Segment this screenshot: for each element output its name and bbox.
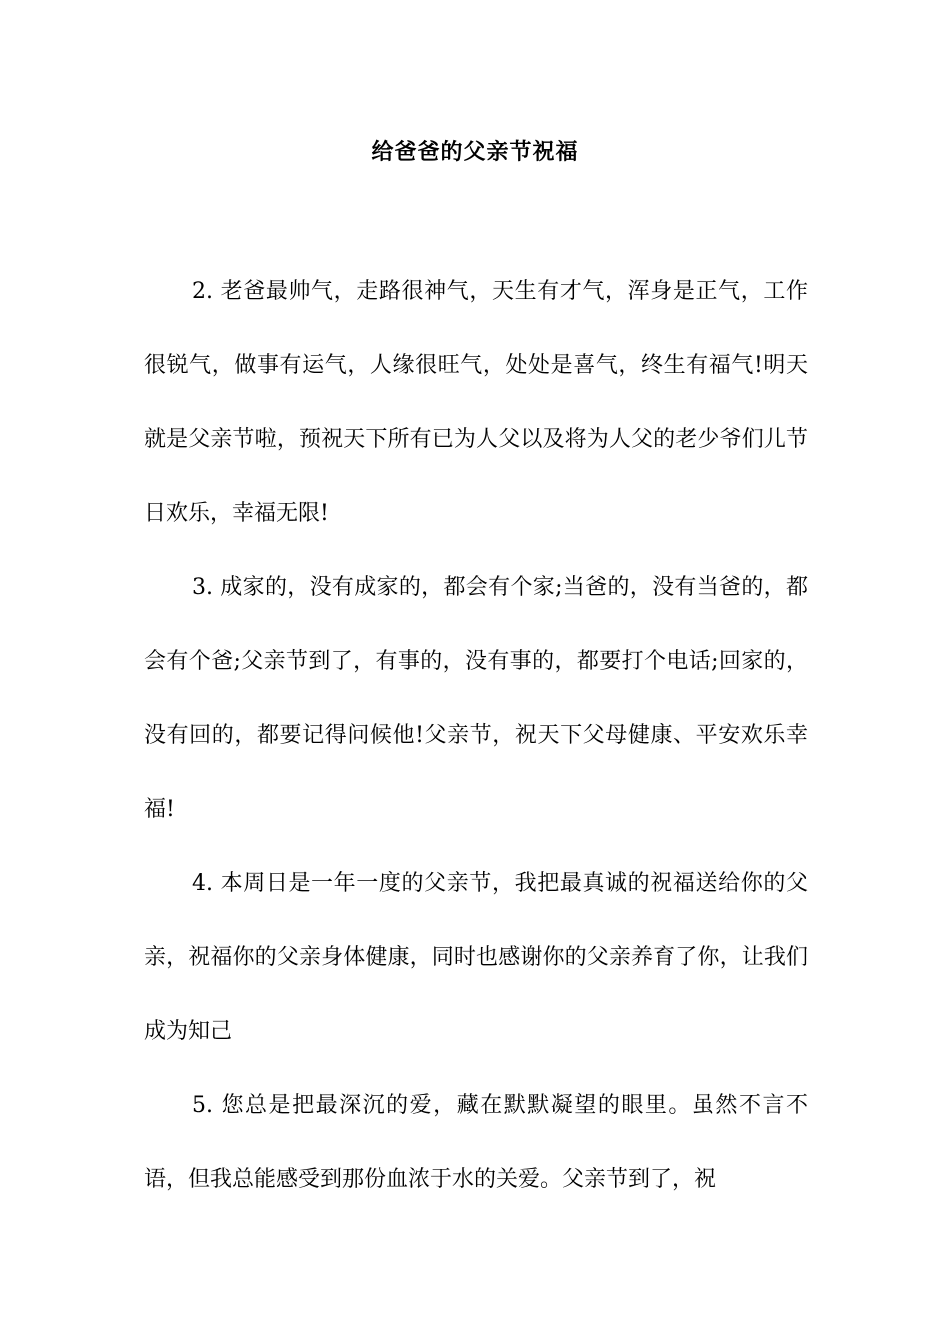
paragraph-2: 2. 老爸最帅气，走路很神气，天生有才气，浑身是正气，工作很锐气，做事有运气，人缘很旺气，处处是喜气，终生有福气!明天就是父亲节啦，预祝天下所有已为人父以及将为人父的老少爷们儿节日欢乐，幸福无限! <box>144 279 808 526</box>
paragraph-5: 5. 您总是把最深沉的爱，藏在默默凝望的眼里。虽然不言不语，但我总能感受到那份血浓于水的关爱。父亲节到了，祝 <box>144 1093 808 1192</box>
paragraph-3: 3. 成家的，没有成家的，都会有个家;当爸的，没有当爸的，都会有个爸;父亲节到了，有事的，没有事的，都要打个电话;回家的，没有回的，都要记得问候他!父亲节，祝天下父母健康、平安欢乐幸福! <box>144 575 808 822</box>
document-body <box>144 255 808 1217</box>
paragraph-4: 4. 本周日是一年一度的父亲节，我把最真诚的祝福送给你的父亲，祝福你的父亲身体健康，同时也感谢你的父亲养育了你，让我们成为知己 <box>144 871 808 1044</box>
document-title: 给爸爸的父亲节祝福 <box>371 139 579 165</box>
